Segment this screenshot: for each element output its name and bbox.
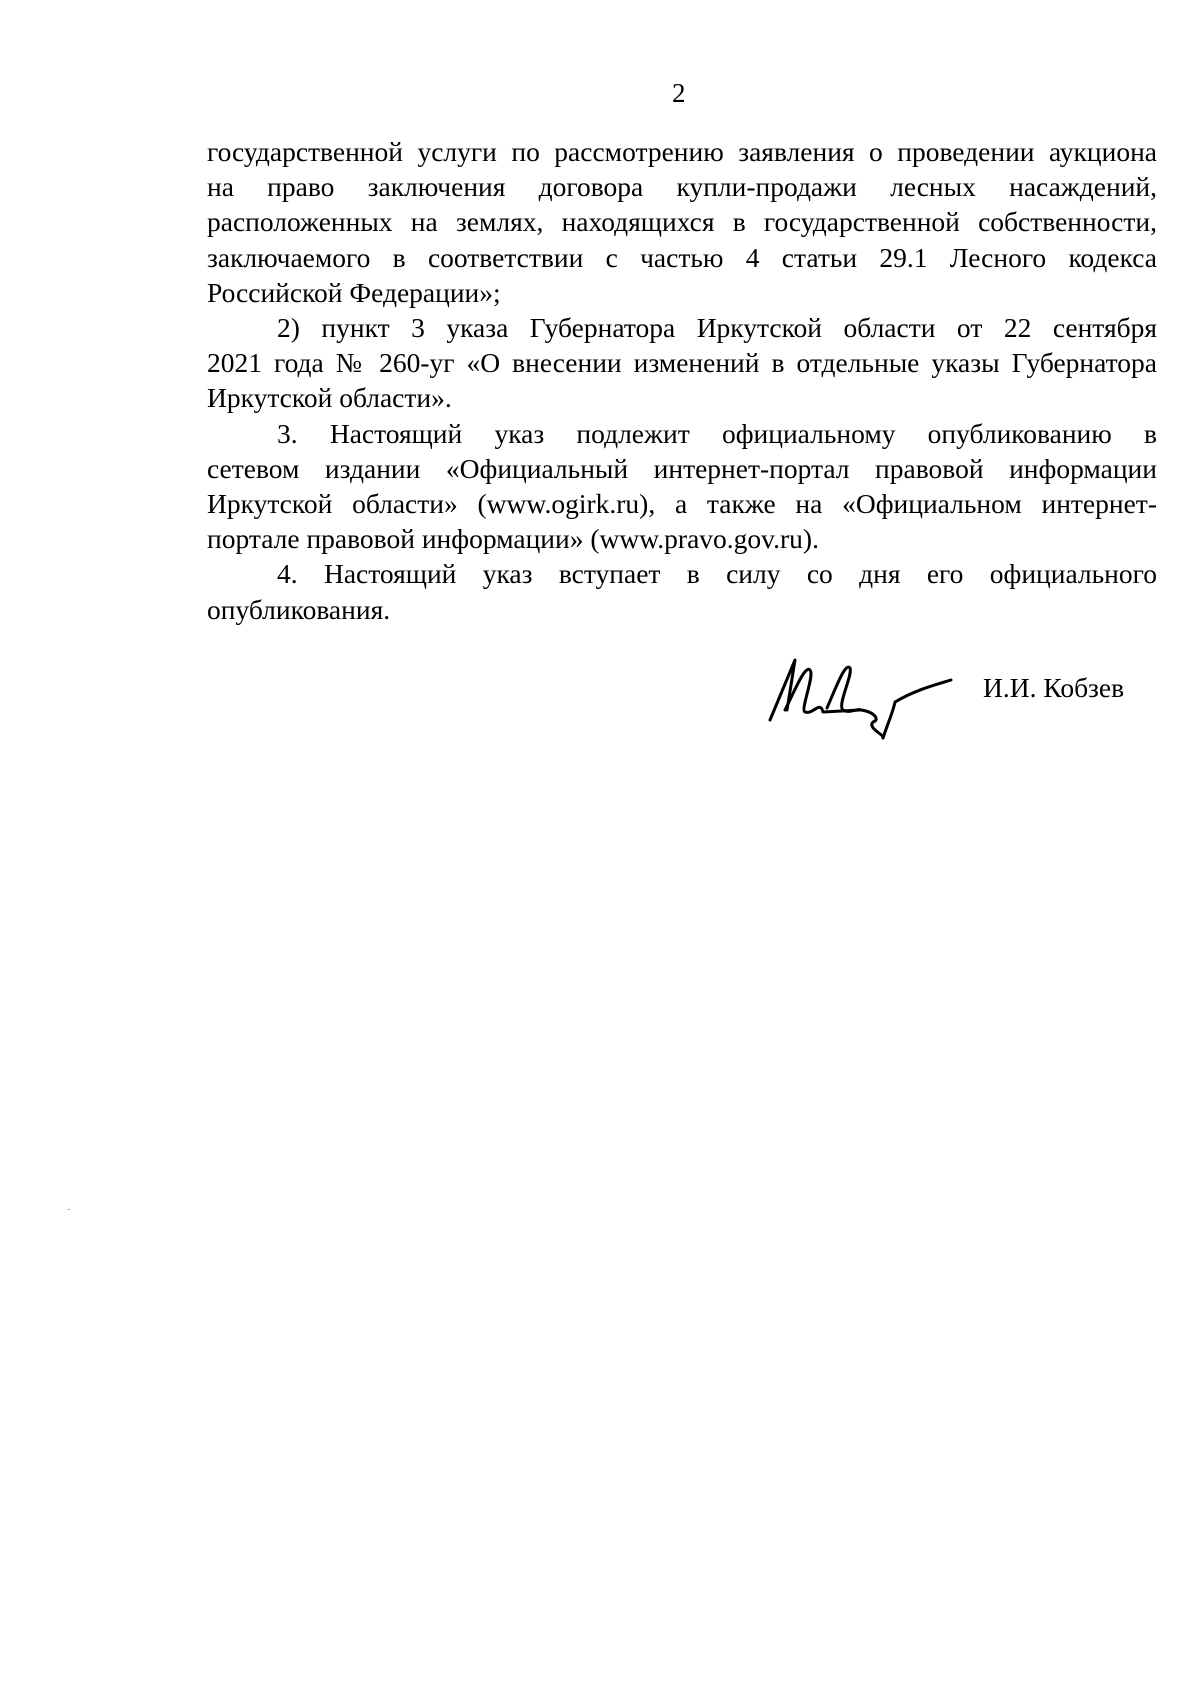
text-line: на право заключения договора купли-продажи лесных насаждений,	[207, 171, 1157, 203]
paragraph-item-2	[207, 310, 1157, 416]
text-line: заключаемого в соответствии с частью 4 статьи 29.1 Лесного кодекса	[207, 241, 1157, 273]
text-line: портале правовой информации» (www.pravo.gov.ru).	[207, 523, 819, 555]
scan-speck	[68, 1209, 70, 1210]
text-line: Российской Федерации»;	[207, 276, 501, 308]
text-line: 2) пункт 3 указа Губернатора Иркутской области от 22 сентября	[277, 312, 1157, 344]
text-line: 4. Настоящий указ вступает в силу со дня его официального	[277, 558, 1157, 590]
page-number: 2	[672, 78, 686, 108]
text-line: опубликования.	[207, 593, 391, 625]
text-line: сетевом издании «Официальный интернет-портал правовой информации	[207, 452, 1157, 484]
paragraph-item-3	[207, 416, 1157, 557]
document-body	[207, 134, 1157, 627]
handwritten-signature	[765, 650, 955, 740]
text-line: расположенных на землях, находящихся в государственной собственности,	[207, 206, 1157, 238]
text-line: Иркутской области».	[207, 382, 452, 414]
signer-name: И.И. Кобзев	[983, 672, 1125, 703]
text-line: Иркутской области» (www.ogirk.ru), а также на «Официальном интернет-	[207, 488, 1157, 520]
paragraph-item-4	[207, 556, 1157, 626]
text-line: 2021 года № 260-уг «О внесении изменений в отдельные указы Губернатора	[207, 347, 1157, 379]
text-line: государственной услуги по рассмотрению заявления о проведении аукциона	[207, 136, 1157, 167]
text-line: 3. Настоящий указ подлежит официальному опубликованию в	[277, 417, 1157, 449]
paragraph-continuation	[207, 134, 1157, 310]
